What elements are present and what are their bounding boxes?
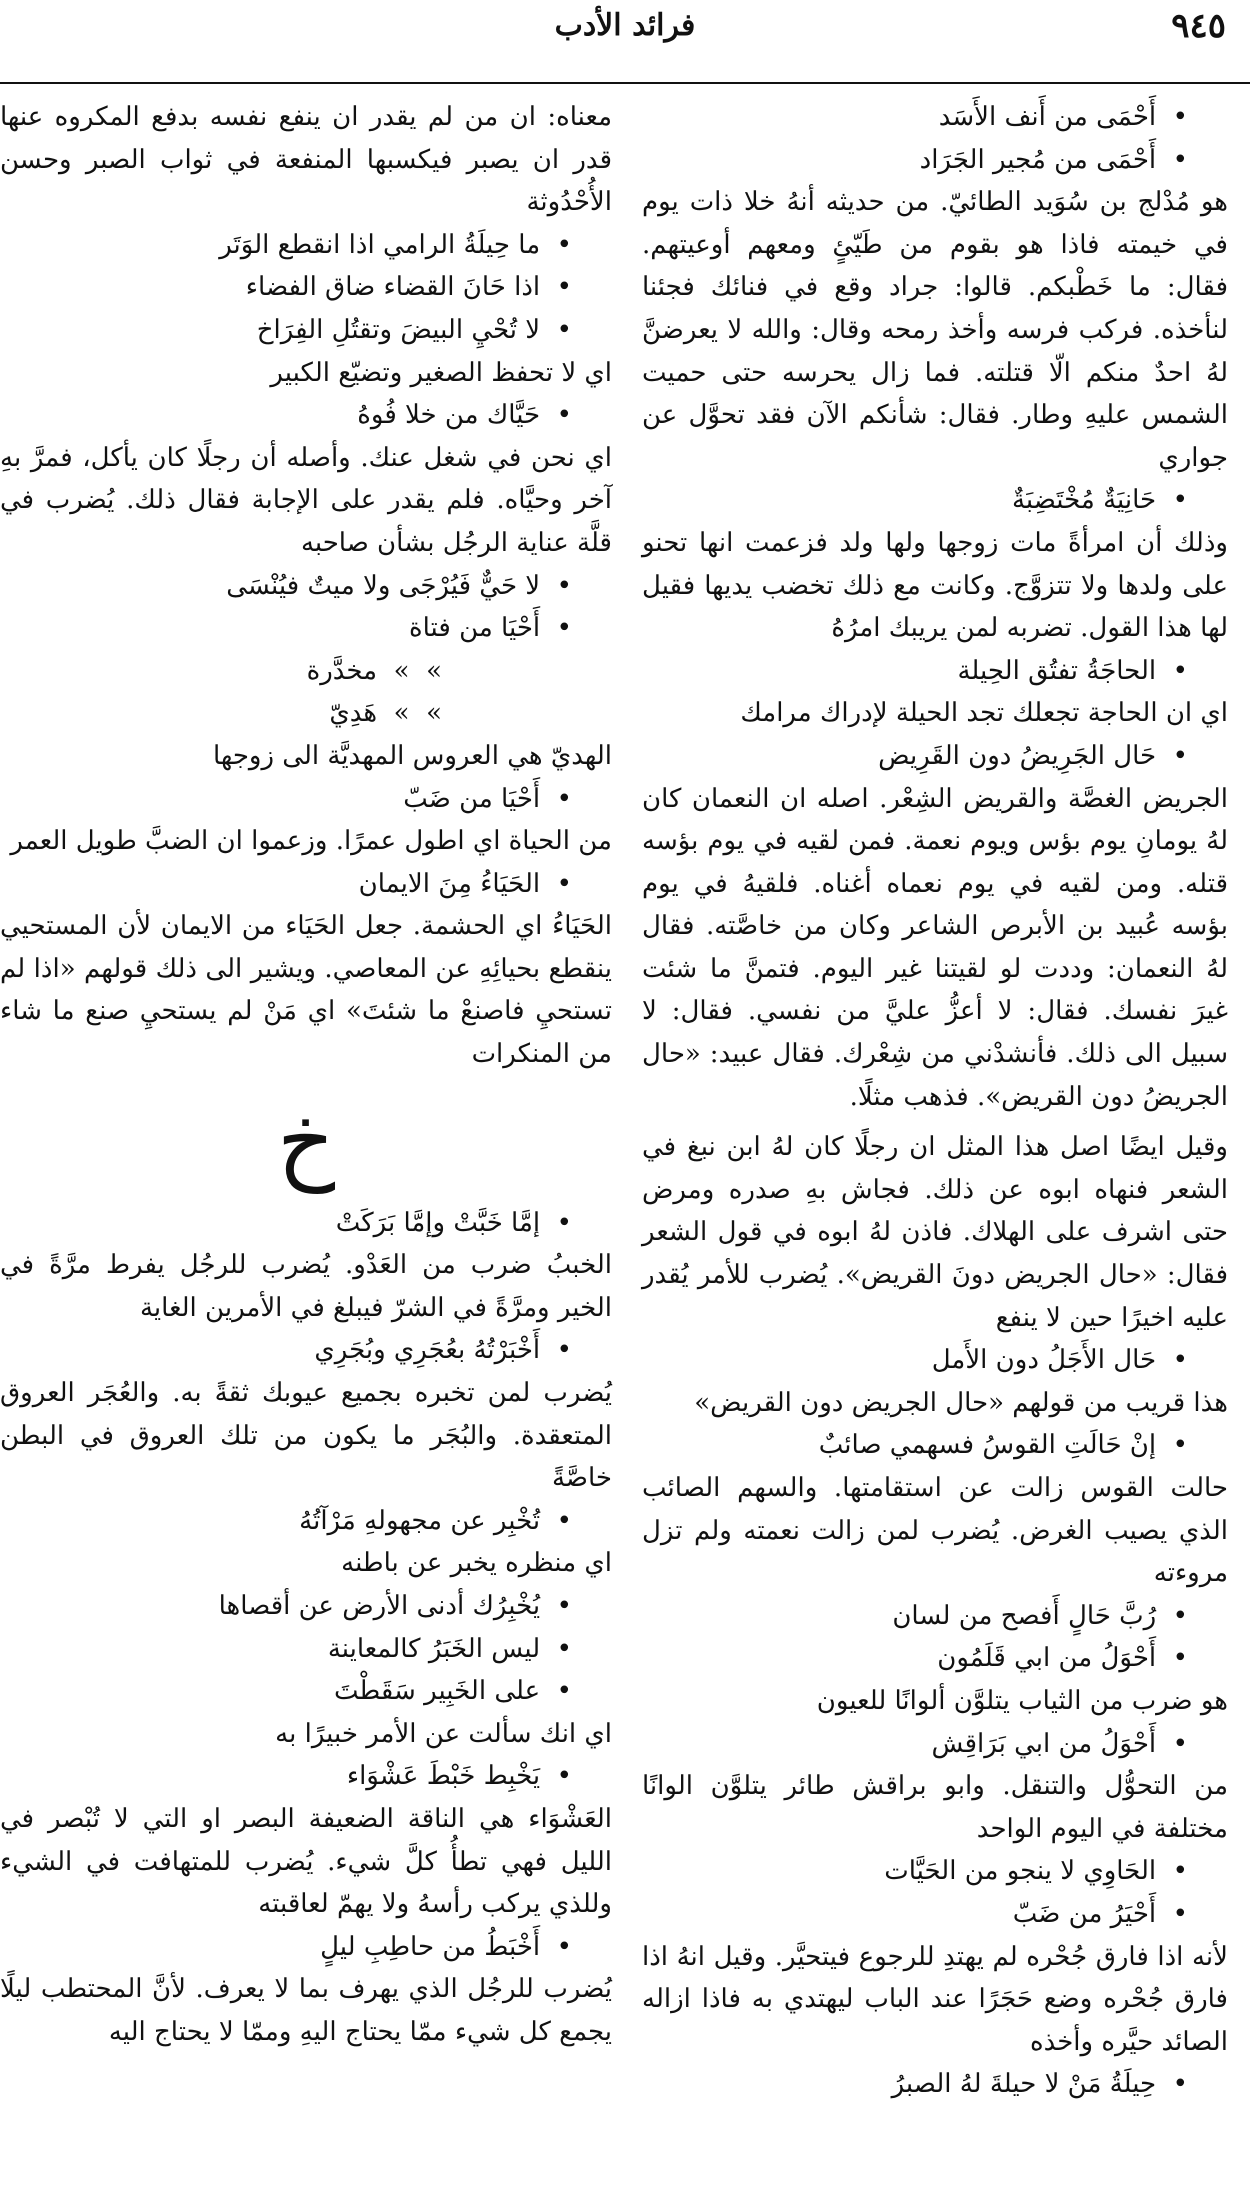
proverb-entry: • أَحْيَا من ضَبّ xyxy=(0,778,612,821)
explanation-paragraph: هو مُدْلج بن سُوَيد الطائيّ. من حديثه أنهُ خلا ذات يوم في خيمته فاذا هو بقوم من طَيّئٍ ومعهم أوعيتهم. فقال: ما خَطْبكم. قالوا: جراد وقع في فنائك فجئنا لنأخذه. فركب فرسه وأخذ رمحه وقال: والله لا يعرضنَّ لهُ احدٌ منكم الّا قتلته. فما زال يحرسه حتى حميت الشمس عليهِ وطار. فقال: شأنكم الآن فقد تحوَّل عن جواري xyxy=(642,187,1228,473)
explanation-paragraph: يُضرب للرجُل الذي يهرف بما لا يعرف. لأنَّ المحتطب ليلًا يجمع كل شيء ممّا يحتاج اليهِ وممّا لا يحتاج اليه xyxy=(0,1974,612,2047)
proverb-entry: • الحَيَاءُ مِنَ الايمان xyxy=(0,863,612,906)
proverb-entry: • تُخْبِر عن مجهولهِ مَرْآتُهُ xyxy=(0,1500,612,1543)
explanation-paragraph: معناه: ان من لم يقدر ان ينفع نفسه بدفع المكروه عنها قدر ان يصبر فيكسبها المنفعة في ثواب الصبر وحسن الأُحْدُوثة xyxy=(0,102,612,218)
explanation-paragraph: اي لا تحفظ الصغير وتضيّع الكبير xyxy=(270,357,612,388)
proverb-entry: • الحاجَةُ تفتُق الحِيلة xyxy=(642,650,1228,693)
proverb-entry: • يَخْبِط خَبْطَ عَشْوَاء xyxy=(0,1755,612,1798)
proverb-entry: • اذا حَانَ القضاء ضاق الفضاء xyxy=(0,266,612,309)
explanation-paragraph: وذلك أن امرأةً مات زوجها ولها ولد فزعمت انها تحنو على ولدها ولا تتزوَّج. وكانت مع ذلك تخضب يديها فقيل لها هذا القول. تضربه لمن يريبك امرُهُ xyxy=(642,527,1228,644)
proverb-entry: • أَحْمَى من مُجير الجَرَاد xyxy=(642,139,1228,182)
proverb-entry: • أَحْمَى من أَنف الأَسَد xyxy=(642,96,1228,139)
right-column xyxy=(642,96,1228,2106)
proverb-variant: » » هَدِيّ xyxy=(0,692,612,735)
explanation-paragraph: الجريض الغصَّة والقريض الشِعْر. اصله ان النعمان كان لهُ يومانِ يوم بؤس ويوم نعمة. فمن لقيه في يوم بؤسه قتله. ومن لقيه في يوم نعماه أغناه. فلقيهُ في يوم بؤسه عُبيد بن الأبرص الشاعر وكان من خاصَّته. فقال لهُ النعمان: وددت لو لقيتنا غير اليوم. فتمنَّ ما شئت غيرَ نفسك. فقال: لا أعزُّ عليَّ من نفسي. فقال: لا سبيل الى ذلك. فأنشدْني من شِعْرك. فقال عبيد: «حال الجريضُ دون القريض». فذهب مثلًا. xyxy=(642,783,1228,1112)
page-header xyxy=(0,0,1250,92)
proverb-entry: • أَحْوَلُ من ابي بَرَاقِش xyxy=(642,1723,1228,1766)
explanation-paragraph: الخببُ ضرب من العَدْو. يُضرب للرجُل يفرط مرَّةً في الخير ومرَّةً في الشرّ فيبلغ في الأمرين الغاية xyxy=(0,1250,612,1323)
proverb-entry: • حِيلَةُ مَنْ لا حيلةَ لهُ الصبرُ xyxy=(642,2063,1228,2106)
explanation-paragraph: العَشْوَاء هي الناقة الضعيفة البصر او التي لا تُبْصر في الليل فهي تطأُ كلَّ شيء. يُضرب للمتهافت في الشيء وللذي يركب رأسهُ ولا يهمّ لعاقبته xyxy=(0,1803,612,1920)
explanation-paragraph: اي نحن في شغل عنك. وأصله أن رجلًا كان يأكل، فمرَّ بهِ آخر وحيَّاه. فلم يقدر على الإجابة فقال ذلك. يُضرب في قلَّة عناية الرجُل بشأن صاحبه xyxy=(0,442,612,558)
proverb-entry: • أَخْبَطُ من حاطِبِ ليلٍ xyxy=(0,1926,612,1969)
explanation-paragraph: اي ان الحاجة تجعلك تجد الحيلة لإدراك مرامك xyxy=(740,698,1228,729)
explanation-paragraph: من الحياة اي اطول عمرًا. وزعموا ان الضبَّ طويل العمر xyxy=(10,826,612,857)
proverb-entry: • أَخْبَرْتُهُ بعُجَرِي وبُجَرِي xyxy=(0,1329,612,1372)
proverb-entry: • ليس الخَبَرُ كالمعاينة xyxy=(0,1628,612,1671)
proverb-entry: • لا تُحْيِ البيضَ وتقتُلِ الفِرَاخ xyxy=(0,309,612,352)
explanation-paragraph: حالت القوس زالت عن استقامتها. والسهم الصائب الذي يصيب الغرض. يُضرب لمن زالت نعمته ولم تزل مروءته xyxy=(642,1473,1228,1589)
explanation-paragraph: الحَيَاءُ اي الحشمة. جعل الحَيَاء من الايمان لأن المستحيي ينقطع بحيائِهِ عن المعاصي. ويشير الى ذلك قولهم «اذا لم تستحيِ فاصنعْ ما شئتَ» اي مَنْ لم يستحيِ صنع ما شاء من المنكرات xyxy=(0,911,612,1070)
explanation-paragraph: وقيل ايضًا اصل هذا المثل ان رجلًا كان لهُ ابن نبغ في الشعر فنهاه ابوه عن ذلك. فجاش بهِ صدره ومرض حتى اشرف على الهلاك. فاذن لهُ ابوه في قول الشعر فقال: «حال الجريض دونَ القريض». يُضرب للأمر يُقدر عليه اخيرًا حين لا ينفع xyxy=(642,1132,1228,1333)
explanation-paragraph: لأنه اذا فارق جُحْره لم يهتدِ للرجوع فيتحيَّر. وقيل انهُ اذا فارق جُحْره وضع حَجَرًا عند الباب ليهتدي به فاذا ازاله الصائد حيَّره وأخذه xyxy=(642,1941,1228,2057)
proverb-entry: • على الخَبِير سَقَطْتَ xyxy=(0,1670,612,1713)
proverb-entry: • رُبَّ حَالٍ أَفصح من لسان xyxy=(642,1595,1228,1638)
proverb-entry: • حَانِيَةٌ مُخْتَضِبَةٌ xyxy=(642,479,1228,522)
proverb-entry: • الحَاوِي لا ينجو من الحَيَّات xyxy=(642,1850,1228,1893)
paragraph-gap xyxy=(642,1118,1228,1126)
explanation-paragraph: هذا قريب من قولهم «حال الجريض دون القريض» xyxy=(694,1387,1228,1418)
header-rule xyxy=(0,82,1250,84)
proverb-entry: • يُخْبِرُك أدنى الأرض عن أقصاها xyxy=(0,1585,612,1628)
proverb-entry: • حَال الأَجَلُ دون الأَمل xyxy=(642,1339,1228,1382)
proverb-entry: • إنْ حَالَتِ القوسُ فسهمي صائبٌ xyxy=(642,1424,1228,1467)
page-number: ٩٤٥ xyxy=(1171,6,1226,46)
explanation-paragraph: اي انك سألت عن الأمر خبيرًا به xyxy=(275,1718,612,1749)
proverb-entry: • أَحْوَلُ من ابي قَلَمُون xyxy=(642,1637,1228,1680)
explanation-paragraph: هو ضرب من الثياب يتلوَّن ألوانًا للعيون xyxy=(816,1685,1228,1716)
proverb-entry: • لا حَيٌّ فَيُرْجَى ولا ميتٌ فيُنْسَى xyxy=(0,565,612,608)
proverb-entry: • أَحْيَا من فتاة xyxy=(0,607,612,650)
proverb-entry: • حَال الجَرِيضُ دون القَرِيض xyxy=(642,735,1228,778)
left-column xyxy=(0,96,612,2054)
explanation-paragraph: يُضرب لمن تخبره بجميع عيوبك ثقةً به. والعُجَر العروق المتعقدة. والبُجَر ما يكون من تلك العروق في البطن خاصَّةً xyxy=(0,1378,612,1494)
explanation-paragraph: اي منظره يخبر عن باطنه xyxy=(341,1548,612,1579)
proverb-entry: • حَيَّاك من خلا فُوهُ xyxy=(0,394,612,437)
proverb-entry: • إمَّا خَبَّتْ وإمَّا بَرَكَتْ xyxy=(0,1202,612,1245)
running-title: فرائد الأدب xyxy=(554,8,696,43)
explanation-paragraph: الهديّ هي العروس المهديَّة الى زوجها xyxy=(212,740,612,771)
proverb-entry: • أَحْيَرُ من ضَبّ xyxy=(642,1893,1228,1936)
section-letter: خ xyxy=(276,1088,336,1194)
proverb-variant: » » مخدَّرة xyxy=(0,650,612,693)
proverb-entry: • ما حِيلَةُ الرامي اذا انقطع الوَتَر xyxy=(0,224,612,267)
explanation-paragraph: من التحوُّل والتنقل. وابو براقش طائر يتلوَّن الوانًا مختلفة في اليوم الواحد xyxy=(642,1771,1228,1844)
